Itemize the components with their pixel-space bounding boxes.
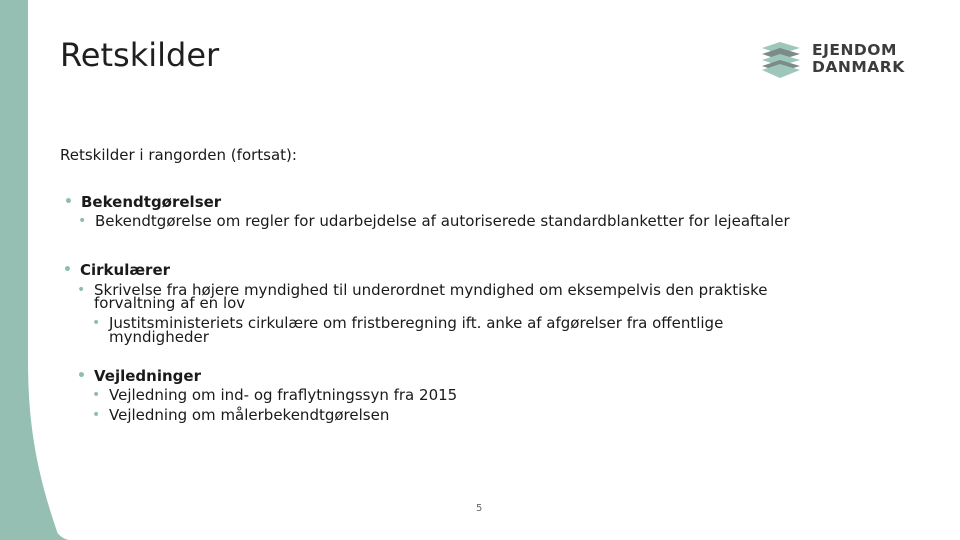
list-item bbox=[92, 386, 458, 404]
list-item-text: Justitsministeriets cirkulære om fristberegning ift. anke af afgørelser fra offentlige bbox=[109, 314, 724, 332]
section-heading-text: Cirkulærer bbox=[80, 261, 171, 279]
section-heading-cirkulaerer bbox=[63, 261, 171, 279]
section-heading-vejledninger bbox=[77, 367, 201, 385]
list-item-text: Vejledning om målerbekendtgørelsen bbox=[109, 406, 390, 424]
list-item-text: Vejledning om ind- og fraflytningssyn fra 2015 bbox=[109, 386, 458, 404]
logo-line-1: EJENDOM bbox=[812, 41, 897, 59]
bullet-icon: • bbox=[92, 387, 101, 403]
list-item bbox=[78, 212, 790, 230]
logo-line-2: DANMARK bbox=[812, 58, 905, 76]
list-item-continuation: forvaltning af en lov bbox=[94, 294, 246, 312]
bullet-icon: • bbox=[64, 194, 73, 210]
section-heading-text: Vejledninger bbox=[94, 367, 201, 385]
bullet-icon: • bbox=[77, 282, 86, 298]
page-number: 5 bbox=[476, 503, 483, 514]
list-item-text: Skrivelse fra højere myndighed til underordnet myndighed om eksempelvis den praktiske bbox=[94, 281, 768, 299]
intro-text: Retskilder i rangorden (fortsat): bbox=[60, 146, 297, 164]
logo-wordmark bbox=[812, 42, 905, 76]
ejendom-danmark-logo bbox=[760, 40, 910, 80]
list-item bbox=[92, 406, 390, 424]
section-heading-text: Bekendtgørelser bbox=[81, 193, 222, 211]
list-item-continuation: myndigheder bbox=[109, 328, 209, 346]
bullet-icon: • bbox=[92, 407, 101, 423]
bullet-icon: • bbox=[78, 213, 87, 229]
bullet-icon: • bbox=[77, 368, 86, 384]
logo-mark-icon bbox=[760, 40, 806, 80]
bullet-icon: • bbox=[63, 262, 72, 278]
bullet-icon: • bbox=[92, 315, 101, 331]
list-item-text: Bekendtgørelse om regler for udarbejdelse af autoriserede standardblanketter for lejeaftaler bbox=[95, 212, 790, 230]
section-heading-bekendtgorelser bbox=[64, 193, 222, 211]
slide-title: Retskilder bbox=[60, 36, 220, 74]
